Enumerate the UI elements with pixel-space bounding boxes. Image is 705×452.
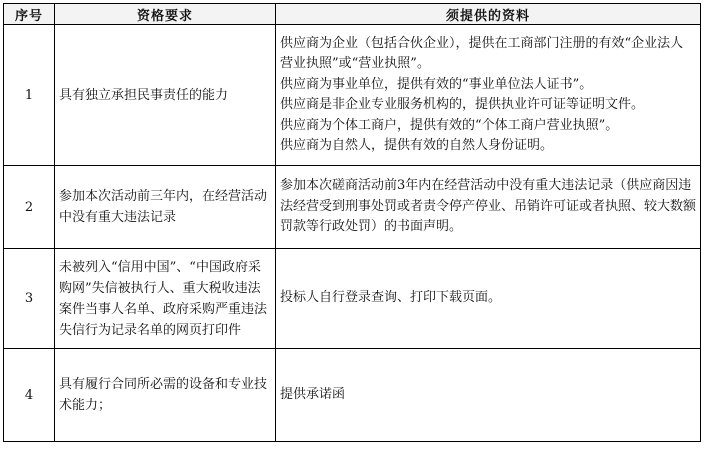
table-row: [4, 349, 701, 442]
document-line: 供应商是非企业专业服务机构的，提供执业许可证等证明文件。: [280, 97, 645, 112]
table-header-row: [4, 4, 701, 25]
qualification-table: [3, 3, 701, 442]
row-number: 2: [4, 166, 55, 249]
row-documents: [276, 349, 701, 442]
row-number: 1: [4, 25, 55, 166]
row-requirement: 未被列入“信用中国”、“中国政府采购网”失信被执行人、重大税收违法案件当事人名单、政府采购严重违法失信行为记录名单的网页打印件: [55, 249, 276, 349]
row-requirement: 具有独立承担民事责任的能力: [55, 25, 276, 166]
header-requirement: 资格要求: [55, 4, 276, 25]
row-number: 4: [4, 349, 55, 442]
document-line: 供应商为自然人，提供有效的自然人身份证明。: [280, 138, 554, 153]
document-line: 投标人自行登录查询、打印下载页面。: [280, 290, 502, 306]
header-num: 序号: [4, 4, 55, 25]
document-line: 供应商为事业单位，提供有效的“事业单位法人证书”。: [280, 76, 593, 92]
document-line: 提供承诺函: [280, 386, 346, 402]
row-documents: [276, 25, 701, 166]
row-documents: [276, 249, 701, 349]
table-row: [4, 249, 701, 349]
table-row: [4, 25, 701, 166]
row-documents: [276, 166, 701, 249]
row-requirement: 具有履行合同所必需的设备和专业技术能力；: [55, 349, 276, 442]
row-number: 3: [4, 249, 55, 349]
document-line: 供应商为个体工商户，提供有效的“个体工商户营业执照”。: [280, 117, 619, 133]
document-line: 参加本次磋商活动前3年内在经营活动中没有重大违法记录（供应商因违法经营受到刑事处罚或者责令停产停业、吊销许可证或者执照、较大数额罚款等行政处罚）的书面声明。: [280, 178, 697, 235]
row-requirement: 参加本次活动前三年内，在经营活动中没有重大违法记录: [55, 166, 276, 249]
table-row: [4, 166, 701, 249]
header-documents: 须提供的资料: [276, 4, 701, 25]
document-line: 供应商为企业（包括合伙企业），提供在工商部门注册的有效“企业法人营业执照”或“营业执照”。: [280, 35, 684, 71]
